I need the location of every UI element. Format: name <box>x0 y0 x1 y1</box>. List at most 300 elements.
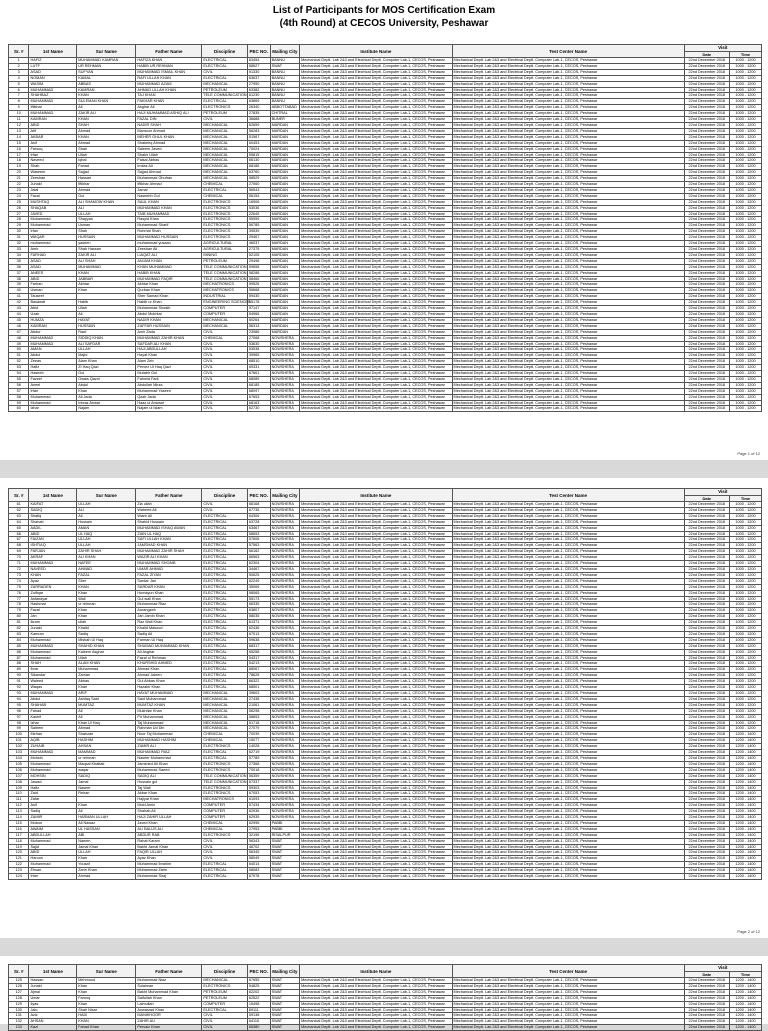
cell-date: 22nd December 2018 <box>684 661 729 667</box>
cell-discipline: ELECTRICAL <box>202 661 247 667</box>
cell-mailing-city: MARDAN <box>270 276 300 282</box>
cell-time: 1000 - 1200 <box>730 241 762 247</box>
cell-time: 1000 - 1200 <box>730 252 762 258</box>
cell-mailing-city: NOWSHERA <box>270 744 300 750</box>
cell-mailing-city: NOWSHERA <box>270 335 300 341</box>
cell-discipline: TELE COMMUNICATION <box>203 270 247 275</box>
header-institute: Institute Name <box>300 965 452 978</box>
cell-sur-name: Ahmad <box>77 140 136 146</box>
cell-sur-name: UL HASSAN <box>77 826 136 832</box>
cell-sr: 68 <box>9 543 29 549</box>
cell-pec-no: 62249 <box>247 578 270 584</box>
cell-sur-name: ullah <box>77 620 136 626</box>
cell-date: 22nd December 2018 <box>684 685 729 691</box>
cell-mailing-city: NOWSHERA <box>270 626 300 632</box>
cell-sur-name: JABBAR <box>77 276 136 282</box>
cell-discipline: CIVIL <box>202 507 247 513</box>
cell-father-name: TAJ KHAN <box>136 93 202 99</box>
cell-father-name: Saleem Javed <box>136 146 202 152</box>
cell-time: 1000 - 1200 <box>730 561 762 567</box>
cell-test-center: Mechanical Deptt. Lab 2&3 and Electrical Deptt. Computer Lab-1, CECOS, Peshawar <box>452 128 684 134</box>
cell-first-name: Sikandar <box>29 673 77 679</box>
participants-table <box>8 488 762 880</box>
cell-discipline: CIVIL <box>202 388 247 394</box>
cell-institute: Mechanical Deptt. Lab 2&3 and Electrical Deptt. Computer Lab-1, CECOS, Peshawar <box>300 708 452 714</box>
cell-test-center: Mechanical Deptt. Lab 2&3 and Electrical Deptt. Computer Lab-1, CECOS, Peshawar <box>452 537 684 543</box>
cell-time: 1000 - 1200 <box>730 702 762 708</box>
cell-discipline: ELECTRICAL <box>202 187 247 193</box>
cell-time: 1200 - 1400 <box>730 989 762 995</box>
cell-time: 1000 - 1200 <box>730 626 762 632</box>
cell-discipline: CIVIL <box>202 371 247 377</box>
cell-pec-no: 56283 <box>247 128 270 134</box>
cell-test-center: Mechanical Deptt. Lab 2&3 and Electrical Deptt. Computer Lab-1, CECOS, Peshawar <box>452 193 684 199</box>
cell-institute: Mechanical Deptt. Lab 2&3 and Electrical Deptt. Computer Lab-1, CECOS, Peshawar <box>300 235 452 241</box>
cell-mailing-city: NOWSHERA <box>270 365 300 371</box>
cell-discipline: ELECTRICAL <box>202 63 247 69</box>
cell-date: 22nd December 2018 <box>684 1001 729 1007</box>
cell-time: 1000 - 1200 <box>730 276 762 282</box>
cell-time: 1000 - 1200 <box>730 406 762 412</box>
cell-pec-no: 59658 <box>247 264 270 270</box>
cell-discipline: COMPUTER <box>202 809 247 815</box>
cell-first-name: Amir <box>29 247 77 253</box>
cell-discipline: MECHATRONICS <box>202 797 247 803</box>
cell-discipline: PETROLEUM <box>202 989 247 995</box>
cell-test-center: Mechanical Deptt. Lab 2&3 and Electrical Deptt. Computer Lab-1, CECOS, Peshawar <box>452 608 684 614</box>
header-test-center: Test Center Name <box>452 965 684 978</box>
cell-test-center: Mechanical Deptt. Lab 2&3 and Electrical Deptt. Computer Lab-1, CECOS, Peshawar <box>452 507 684 513</box>
cell-father-name: Qurban Khan <box>136 288 202 294</box>
cell-discipline: INDUSTRIAL <box>202 294 247 300</box>
cell-sr: 94 <box>9 696 29 702</box>
cell-time: 1000 - 1200 <box>730 572 762 578</box>
cell-test-center: Mechanical Deptt. Lab 2&3 and Electrical Deptt. Computer Lab-1, CECOS, Peshawar <box>452 93 684 99</box>
cell-discipline: ELECTRICAL <box>202 649 247 655</box>
cell-sr: 96 <box>9 708 29 714</box>
cell-test-center: Mechanical Deptt. Lab 2&3 and Electrical Deptt. Computer Lab-1, CECOS, Peshawar <box>452 382 684 388</box>
cell-test-center: Mechanical Deptt. Lab 2&3 and Electrical Deptt. Computer Lab-1, CECOS, Peshawar <box>452 1013 684 1019</box>
cell-discipline: MINING <box>202 252 247 258</box>
cell-father-name: MUHAMMAD ZAHIR KHAN <box>136 335 202 341</box>
cell-date: 22nd December 2018 <box>684 744 729 750</box>
cell-first-name: Kazi <box>29 1025 77 1031</box>
cell-first-name: Muhammad <box>29 761 77 767</box>
cell-institute: Mechanical Deptt. Lab 2&3 and Electrical Deptt. Computer Lab-1, CECOS, Peshawar <box>300 779 452 785</box>
table-row <box>9 406 762 412</box>
cell-mailing-city: NOWSHERA <box>270 696 300 702</box>
cell-date: 22nd December 2018 <box>684 561 729 567</box>
cell-institute: Mechanical Deptt. Lab 2&3 and Electrical Deptt. Computer Lab-1, CECOS, Peshawar <box>300 211 452 217</box>
cell-institute: Mechanical Deptt. Lab 2&3 and Electrical Deptt. Computer Lab-1, CECOS, Peshawar <box>300 276 452 282</box>
cell-first-name: Fazal <box>29 193 77 199</box>
cell-time: 1000 - 1200 <box>730 708 762 714</box>
cell-sr: 101 <box>9 738 29 744</box>
cell-institute: Mechanical Deptt. Lab 2&3 and Electrical Deptt. Computer Lab-1, CECOS, Peshawar <box>300 983 452 989</box>
cell-date: 22nd December 2018 <box>684 779 729 785</box>
cell-discipline: ELECTRONICS <box>202 229 247 235</box>
cell-sur-name: ALI <box>77 507 136 513</box>
cell-mailing-city: NOWSHERA <box>270 779 300 785</box>
cell-time: 1000 - 1200 <box>730 365 762 371</box>
header-time: Time <box>730 51 762 58</box>
cell-mailing-city: NOWSHERA <box>270 761 300 767</box>
cell-date: 22nd December 2018 <box>684 134 729 140</box>
cell-sr: 7 <box>9 93 29 99</box>
cell-discipline: CIVIL <box>202 376 247 382</box>
cell-sr: 8 <box>9 99 29 105</box>
cell-first-name: SHAH <box>29 661 77 667</box>
cell-first-name: MUHAMMAD <box>29 335 77 341</box>
cell-mailing-city: MARDAN <box>270 134 300 140</box>
cell-institute: Mechanical Deptt. Lab 2&3 and Electrical Deptt. Computer Lab-1, CECOS, Peshawar <box>300 270 452 276</box>
cell-father-name: ZAHIR AU <box>136 1019 202 1025</box>
cell-date: 22nd December 2018 <box>684 376 729 382</box>
cell-test-center: Mechanical Deptt. Lab 2&3 and Electrical Deptt. Computer Lab-1, CECOS, Peshawar <box>452 81 684 87</box>
cell-sr: 129 <box>9 1001 29 1007</box>
cell-father-name: Jamshed Ali Khan <box>136 761 202 767</box>
cell-test-center: Mechanical Deptt. Lab 2&3 and Electrical Deptt. Computer Lab-1, CECOS, Peshawar <box>452 584 684 590</box>
cell-date: 22nd December 2018 <box>684 264 729 270</box>
cell-first-name: Zafar <box>29 797 77 803</box>
cell-first-name: ANEES <box>29 270 77 276</box>
cell-pec-no: 58083 <box>247 868 270 874</box>
cell-first-name: FARJAN <box>29 549 77 555</box>
cell-pec-no: 36688 <box>247 117 270 123</box>
cell-father-name: Fahmid Fadi <box>136 376 202 382</box>
cell-sur-name: Zarin Khan <box>77 868 136 874</box>
cell-mailing-city: NOWSHERA <box>270 714 300 720</box>
cell-pec-no: 14028 <box>247 744 270 750</box>
cell-time: 1200 - 1400 <box>730 779 762 785</box>
cell-discipline: ELECTRICAL <box>202 602 247 608</box>
cell-mailing-city: NOWSHERA <box>270 614 300 620</box>
cell-institute: Mechanical Deptt. Lab 2&3 and Electrical Deptt. Computer Lab-1, CECOS, Peshawar <box>300 252 452 258</box>
cell-date: 22nd December 2018 <box>684 252 729 258</box>
cell-test-center: Mechanical Deptt. Lab 2&3 and Electrical Deptt. Computer Lab-1, CECOS, Peshawar <box>452 176 684 182</box>
cell-sur-name: Muhammad <box>77 667 136 673</box>
cell-father-name: Shakir Ullah <box>136 152 202 158</box>
cell-sr: 87 <box>9 655 29 661</box>
cell-sur-name: Misbah Ul Haq <box>77 637 136 643</box>
cell-sur-name: ZI Haq Qazi <box>77 365 136 371</box>
cell-sur-name: Abbas <box>77 679 136 685</box>
cell-pec-no: 23986 <box>247 329 270 335</box>
cell-institute: Mechanical Deptt. Lab 2&3 and Electrical Deptt. Computer Lab-1, CECOS, Peshawar <box>300 323 452 329</box>
cell-mailing-city: NOWSHERA <box>270 679 300 685</box>
cell-sur-name: AHSAN <box>77 744 136 750</box>
cell-sr: 132 <box>9 1019 29 1025</box>
cell-sr: 38 <box>9 276 29 282</box>
cell-date: 22nd December 2018 <box>684 531 729 537</box>
cell-institute: Mechanical Deptt. Lab 2&3 and Electrical Deptt. Computer Lab-1, CECOS, Peshawar <box>300 93 452 99</box>
cell-sur-name: Inteaz Anwar <box>77 400 136 406</box>
cell-pec-no: 62935 <box>247 815 270 821</box>
cell-first-name: ZUHAIB <box>29 744 77 750</box>
cell-discipline: ELECTRICAL <box>202 555 247 561</box>
cell-sr: 22 <box>9 182 29 188</box>
cell-sur-name: Iftikhar <box>77 182 136 188</box>
cell-father-name: Humayun Khan <box>136 590 202 596</box>
cell-sr: 92 <box>9 685 29 691</box>
cell-pec-no: 67978 <box>247 874 270 880</box>
cell-institute: Mechanical Deptt. Lab 2&3 and Electrical Deptt. Computer Lab-1, CECOS, Peshawar <box>300 317 452 323</box>
cell-first-name: NAVEED <box>29 566 77 572</box>
cell-time: 1200 - 1400 <box>730 809 762 815</box>
cell-institute: Mechanical Deptt. Lab 2&3 and Electrical Deptt. Computer Lab-1, CECOS, Peshawar <box>300 679 452 685</box>
cell-date: 22nd December 2018 <box>684 702 729 708</box>
cell-date: 22nd December 2018 <box>684 983 729 989</box>
cell-father-name: MUHAMMAD RIAZ <box>136 750 202 756</box>
cell-sr: 6 <box>9 87 29 93</box>
cell-mailing-city: PABBI <box>270 820 300 826</box>
cell-sr: 31 <box>9 235 29 241</box>
cell-discipline: TELE COMMUNICATION <box>203 779 247 784</box>
cell-sur-name: Wali <box>77 596 136 602</box>
header-father-name: Father Name <box>136 489 202 502</box>
cell-institute: Mechanical Deptt. Lab 2&3 and Electrical Deptt. Computer Lab-1, CECOS, Peshawar <box>300 655 452 661</box>
cell-sur-name: Maqsal Khattak <box>77 761 136 767</box>
cell-time: 1200 - 1400 <box>730 785 762 791</box>
cell-first-name: Irfan <box>29 388 77 394</box>
cell-mailing-city: MARDAN <box>270 182 300 188</box>
cell-mailing-city: NOWSHERA <box>270 376 300 382</box>
cell-test-center: Mechanical Deptt. Lab 2&3 and Electrical Deptt. Computer Lab-1, CECOS, Peshawar <box>452 359 684 365</box>
cell-sr: 15 <box>9 140 29 146</box>
cell-date: 22nd December 2018 <box>684 614 729 620</box>
cell-time: 1200 - 1400 <box>730 761 762 767</box>
cell-mailing-city: NOWSHERA <box>270 720 300 726</box>
cell-test-center: Mechanical Deptt. Lab 2&3 and Electrical Deptt. Computer Lab-1, CECOS, Peshawar <box>452 288 684 294</box>
cell-date: 22nd December 2018 <box>684 146 729 152</box>
cell-pec-no: 62522 <box>247 995 270 1001</box>
cell-mailing-city: NOWSHERA <box>270 572 300 578</box>
cell-test-center: Mechanical Deptt. Lab 2&3 and Electrical Deptt. Computer Lab-1, CECOS, Peshawar <box>452 264 684 270</box>
cell-test-center: Mechanical Deptt. Lab 2&3 and Electrical Deptt. Computer Lab-1, CECOS, Peshawar <box>452 549 684 555</box>
cell-first-name: ISHTIAQ <box>29 543 77 549</box>
cell-date: 22nd December 2018 <box>684 140 729 146</box>
cell-sur-name: ABI <box>77 832 136 838</box>
cell-institute: Mechanical Deptt. Lab 2&3 and Electrical Deptt. Computer Lab-1, CECOS, Peshawar <box>300 868 452 874</box>
cell-sur-name: ARIF <box>77 691 136 697</box>
cell-time: 1000 - 1200 <box>730 549 762 555</box>
cell-date: 22nd December 2018 <box>684 1013 729 1019</box>
cell-institute: Mechanical Deptt. Lab 2&3 and Electrical Deptt. Computer Lab-1, CECOS, Peshawar <box>300 608 452 614</box>
cell-first-name: AHSAN <box>29 1019 77 1025</box>
cell-sur-name: UR REHMAN <box>77 63 136 69</box>
cell-date: 22nd December 2018 <box>684 537 729 543</box>
cell-institute: Mechanical Deptt. Lab 2&3 and Electrical Deptt. Computer Lab-1, CECOS, Peshawar <box>300 365 452 371</box>
cell-father-name: Mutabir Gul <box>136 371 202 377</box>
cell-time: 1000 - 1200 <box>730 105 762 111</box>
cell-first-name: ASAD <box>29 264 77 270</box>
cell-father-name: Farman Ul Haq <box>136 637 202 643</box>
cell-discipline: ELECTRONICS <box>202 211 247 217</box>
cell-first-name: Farooq <box>29 146 77 152</box>
cell-sr: 112 <box>9 803 29 809</box>
header-discipline: Discipline <box>202 45 247 58</box>
cell-father-name: Noor Taj Muhammad <box>136 732 202 738</box>
cell-pec-no: 54825 <box>247 983 270 989</box>
cell-test-center: Mechanical Deptt. Lab 2&3 and Electrical Deptt. Computer Lab-1, CECOS, Peshawar <box>452 1025 684 1031</box>
cell-father-name: Jamal <box>136 187 202 193</box>
cell-institute: Mechanical Deptt. Lab 2&3 and Electrical Deptt. Computer Lab-1, CECOS, Peshawar <box>300 81 452 87</box>
cell-father-name: Imtiaz Ali <box>136 164 202 170</box>
cell-first-name: MOHSIN <box>29 773 77 779</box>
cell-date: 22nd December 2018 <box>684 323 729 329</box>
cell-mailing-city: MARDAN <box>270 217 300 223</box>
cell-institute: Mechanical Deptt. Lab 2&3 and Electrical Deptt. Computer Lab-1, CECOS, Peshawar <box>300 335 452 341</box>
cell-time: 1000 - 1200 <box>730 87 762 93</box>
cell-date: 22nd December 2018 <box>684 294 729 300</box>
cell-time: 1200 - 1400 <box>730 838 762 844</box>
cell-institute: Mechanical Deptt. Lab 2&3 and Electrical Deptt. Computer Lab-1, CECOS, Peshawar <box>300 282 452 288</box>
cell-discipline: ELECTRONICS <box>202 785 247 791</box>
cell-test-center: Mechanical Deptt. Lab 2&3 and Electrical Deptt. Computer Lab-1, CECOS, Peshawar <box>452 306 684 312</box>
cell-father-name: Iftikhar Ahmad <box>136 182 202 188</box>
cell-first-name: Shahab <box>29 519 77 525</box>
cell-sr: 25 <box>9 199 29 205</box>
cell-time: 1200 - 1400 <box>730 1019 762 1025</box>
cell-test-center: Mechanical Deptt. Lab 2&3 and Electrical Deptt. Computer Lab-1, CECOS, Peshawar <box>452 655 684 661</box>
cell-father-name: Raz Wali Khan <box>136 620 202 626</box>
cell-test-center: Mechanical Deptt. Lab 2&3 and Electrical Deptt. Computer Lab-1, CECOS, Peshawar <box>452 989 684 995</box>
cell-date: 22nd December 2018 <box>684 673 729 679</box>
cell-test-center: Mechanical Deptt. Lab 2&3 and Electrical Deptt. Computer Lab-1, CECOS, Peshawar <box>452 815 684 821</box>
cell-date: 22nd December 2018 <box>684 696 729 702</box>
cell-date: 22nd December 2018 <box>684 637 729 643</box>
cell-sur-name: Rauf <box>77 329 136 335</box>
cell-father-name: Alam Zeb <box>136 359 202 365</box>
cell-sr: 59 <box>9 400 29 406</box>
cell-mailing-city: SWAT <box>270 1001 300 1007</box>
cell-first-name: Mutoor <box>29 820 77 826</box>
cell-mailing-city: SWAT <box>270 995 300 1001</box>
cell-sr: 57 <box>9 388 29 394</box>
cell-sr: 80 <box>9 614 29 620</box>
cell-father-name: Pervez Ul Haq Qazi <box>136 365 202 371</box>
cell-test-center: Mechanical Deptt. Lab 2&3 and Electrical Deptt. Computer Lab-1, CECOS, Peshawar <box>452 223 684 229</box>
cell-test-center: Mechanical Deptt. Lab 2&3 and Electrical Deptt. Computer Lab-1, CECOS, Peshawar <box>452 755 684 761</box>
cell-sur-name: Jamal <box>77 779 136 785</box>
cell-discipline: ELECTRICAL <box>202 637 247 643</box>
cell-discipline: ELECTRICAL <box>202 75 247 81</box>
cell-father-name: MUHAMMAD ZAHIR SHAH <box>136 549 202 555</box>
cell-mailing-city: NOWSHERA <box>270 755 300 761</box>
cell-date: 22nd December 2018 <box>684 329 729 335</box>
cell-date: 22nd December 2018 <box>684 158 729 164</box>
cell-father-name: Amir Zada <box>136 329 202 335</box>
cell-date: 22nd December 2018 <box>684 187 729 193</box>
cell-sur-name: Sadiq <box>77 631 136 637</box>
cell-pec-no: 54966 <box>247 311 270 317</box>
header-visit: Visit <box>684 45 761 52</box>
cell-mailing-city: NOWSHERA <box>270 809 300 815</box>
cell-discipline: ELECTRICAL <box>202 596 247 602</box>
cell-institute: Mechanical Deptt. Lab 2&3 and Electrical Deptt. Computer Lab-1, CECOS, Peshawar <box>300 205 452 211</box>
cell-date: 22nd December 2018 <box>684 282 729 288</box>
cell-discipline: MECHANICAL <box>202 164 247 170</box>
cell-institute: Mechanical Deptt. Lab 2&3 and Electrical Deptt. Computer Lab-1, CECOS, Peshawar <box>300 382 452 388</box>
cell-time: 1200 - 1400 <box>730 1001 762 1007</box>
cell-discipline: ELECTRICAL <box>202 549 247 555</box>
cell-test-center: Mechanical Deptt. Lab 2&3 and Electrical Deptt. Computer Lab-1, CECOS, Peshawar <box>452 519 684 525</box>
cell-father-name: ALI BALUS ALI <box>136 826 202 832</box>
cell-institute: Mechanical Deptt. Lab 2&3 and Electrical Deptt. Computer Lab-1, CECOS, Peshawar <box>300 128 452 134</box>
cell-sur-name: Ullah <box>77 655 136 661</box>
cell-time: 1000 - 1200 <box>730 543 762 549</box>
cell-test-center: Mechanical Deptt. Lab 2&3 and Electrical Deptt. Computer Lab-1, CECOS, Peshawar <box>452 63 684 69</box>
cell-mailing-city: MARDAN <box>270 288 300 294</box>
cell-mailing-city: MARDAN <box>270 311 300 317</box>
cell-institute: Mechanical Deptt. Lab 2&3 and Electrical Deptt. Computer Lab-1, CECOS, Peshawar <box>300 744 452 750</box>
cell-test-center: Mechanical Deptt. Lab 2&3 and Electrical Deptt. Computer Lab-1, CECOS, Peshawar <box>452 696 684 702</box>
cell-father-name: NADIR KHAN <box>136 317 202 323</box>
cell-discipline: ELECTRICAL <box>202 614 247 620</box>
cell-test-center: Mechanical Deptt. Lab 2&3 and Electrical Deptt. Computer Lab-1, CECOS, Peshawar <box>452 649 684 655</box>
cell-time: 1000 - 1200 <box>730 608 762 614</box>
cell-sr: 10 <box>9 111 29 117</box>
cell-mailing-city: NOWSHERA <box>270 555 300 561</box>
cell-time: 1200 - 1400 <box>730 983 762 989</box>
cell-sur-name: Ali <box>77 708 136 714</box>
cell-discipline: ELECTRICAL <box>202 755 247 761</box>
cell-pec-no: 67053 <box>247 791 270 797</box>
cell-first-name: Irfan <box>29 152 77 158</box>
cell-date: 22nd December 2018 <box>684 738 729 744</box>
cell-date: 22nd December 2018 <box>684 341 729 347</box>
cell-sr: 43 <box>9 306 29 312</box>
cell-first-name: WASIM <box>29 81 77 87</box>
cell-test-center: Mechanical Deptt. Lab 2&3 and Electrical Deptt. Computer Lab-1, CECOS, Peshawar <box>452 856 684 862</box>
cell-time: 1000 - 1200 <box>730 359 762 365</box>
cell-test-center: Mechanical Deptt. Lab 2&3 and Electrical Deptt. Computer Lab-1, CECOS, Peshawar <box>452 874 684 880</box>
cell-time: 1000 - 1200 <box>730 335 762 341</box>
cell-sur-name: Shayyan <box>77 217 136 223</box>
cell-sur-name: Mehmood <box>77 978 136 984</box>
cell-institute: Mechanical Deptt. Lab 2&3 and Electrical Deptt. Computer Lab-1, CECOS, Peshawar <box>300 117 452 123</box>
cell-sr: 97 <box>9 714 29 720</box>
header-sr: Sr. # <box>9 489 29 502</box>
cell-time: 1000 - 1200 <box>730 655 762 661</box>
cell-sur-name: ABBAS <box>77 81 136 87</box>
cell-time: 1200 - 1400 <box>730 767 762 773</box>
cell-sur-name: ULLAH <box>77 502 136 508</box>
cell-pec-no: 58049 <box>247 856 270 862</box>
cell-mailing-city: MARDAN <box>270 199 300 205</box>
cell-pec-no: 55178 <box>247 300 270 306</box>
cell-date: 22nd December 2018 <box>684 211 729 217</box>
cell-first-name: Sajid <box>29 844 77 850</box>
cell-pec-no: 55959 <box>247 217 270 223</box>
cell-father-name: HABIB UR REHMAN <box>136 63 202 69</box>
cell-test-center: Mechanical Deptt. Lab 2&3 and Electrical Deptt. Computer Lab-1, CECOS, Peshawar <box>452 270 684 276</box>
cell-institute: Mechanical Deptt. Lab 2&3 and Electrical Deptt. Computer Lab-1, CECOS, Peshawar <box>300 584 452 590</box>
cell-sur-name: ZAKIR ALI <box>77 252 136 258</box>
cell-pec-no: 60264 <box>247 317 270 323</box>
cell-discipline: TELE COMMUNICATION <box>203 276 247 281</box>
cell-pec-no: 27375 <box>247 247 270 253</box>
cell-institute: Mechanical Deptt. Lab 2&3 and Electrical Deptt. Computer Lab-1, CECOS, Peshawar <box>300 696 452 702</box>
cell-test-center: Mechanical Deptt. Lab 2&3 and Electrical Deptt. Computer Lab-1, CECOS, Peshawar <box>452 229 684 235</box>
cell-institute: Mechanical Deptt. Lab 2&3 and Electrical Deptt. Computer Lab-1, CECOS, Peshawar <box>300 306 452 312</box>
cell-sur-name: ALI SHAH <box>77 258 136 264</box>
cell-pec-no: 67653 <box>247 394 270 400</box>
cell-date: 22nd December 2018 <box>684 602 729 608</box>
cell-pec-no: 59430 <box>247 294 270 300</box>
cell-time: 1000 - 1200 <box>730 223 762 229</box>
cell-sur-name: MUHAMMAD KAMRAN <box>77 58 136 64</box>
